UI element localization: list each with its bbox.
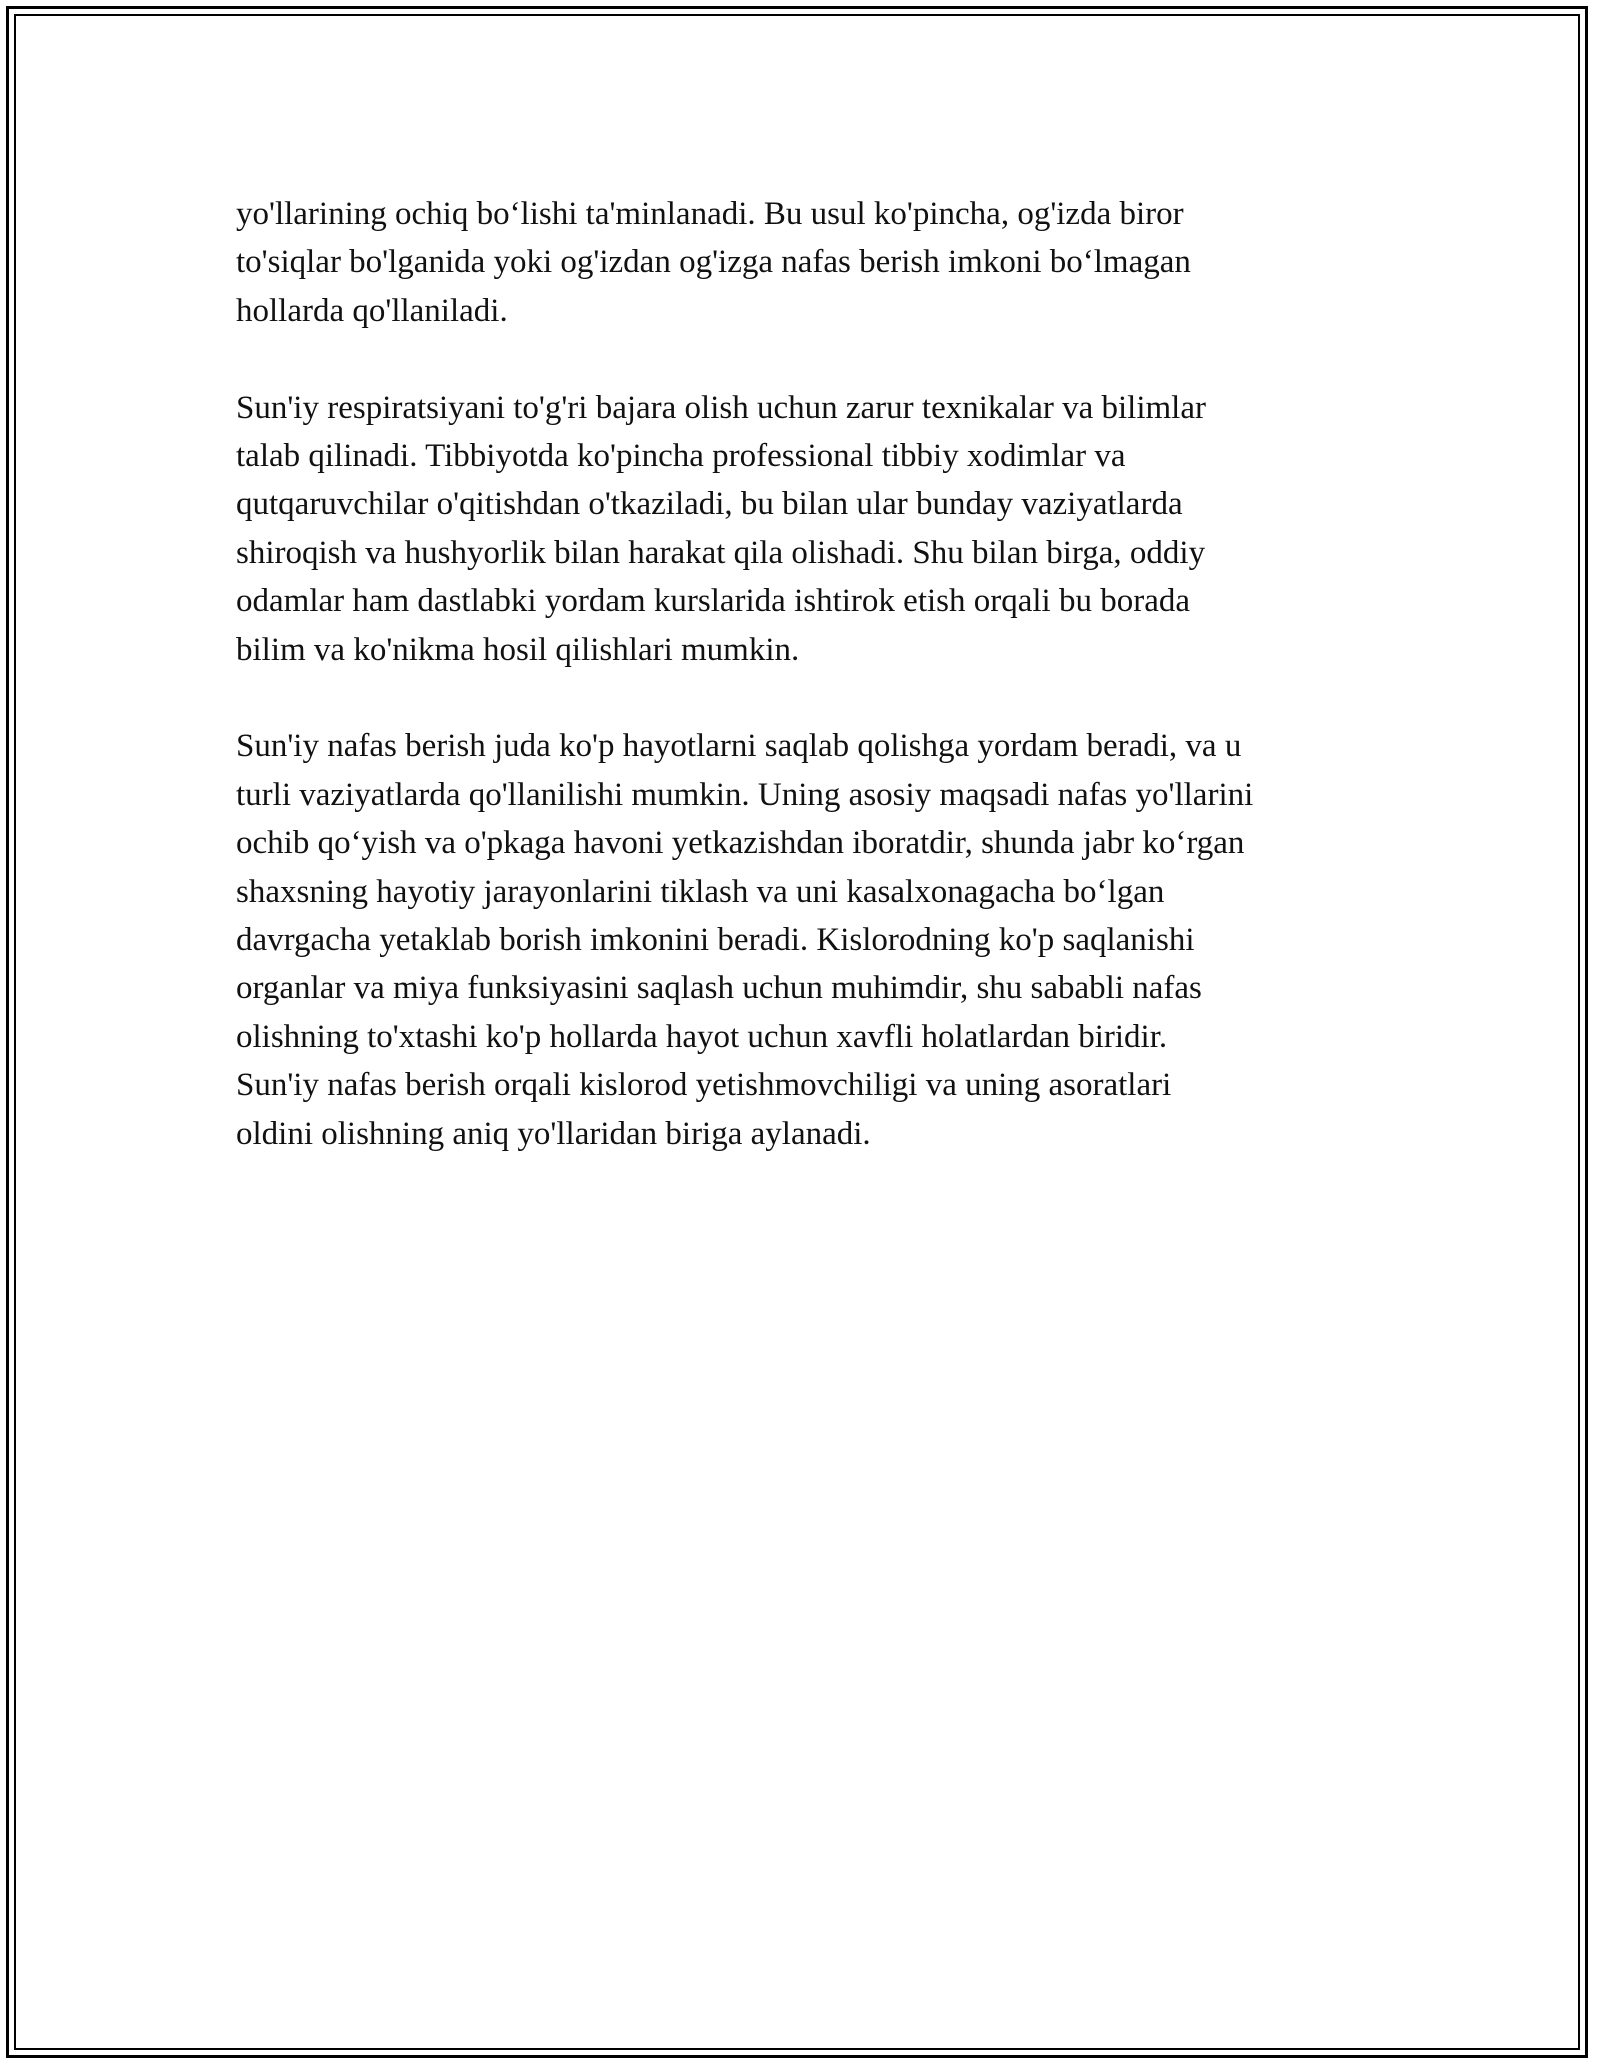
paragraph-line: to'siqlar bo'lganida yoki og'izdan og'izga nafas berish imkoni bo‘lmagan	[236, 244, 1191, 281]
paragraph-1	[236, 190, 1376, 335]
paragraph-line: ochib qo‘yish va o'pkaga havoni yetkazishdan iboratdir, shunda jabr ko‘rgan	[236, 825, 1245, 862]
paragraph-line: turli vaziyatlarda qo'llanilishi mumkin. Uning asosiy maqsadi nafas yo'llarini	[236, 776, 1254, 813]
paragraph-line: bilim va ko'nikma hosil qilishlari mumkin.	[236, 631, 800, 668]
paragraph-line: organlar va miya funksiyasini saqlash uchun muhimdir, shu sababli nafas	[236, 970, 1202, 1007]
paragraph-3	[236, 722, 1376, 1158]
paragraph-gap	[236, 335, 1376, 383]
paragraph-line: Sun'iy respiratsiyani to'g'ri bajara olish uchun zarur texnikalar va bilimlar	[236, 389, 1206, 426]
paragraph-line: talab qilinadi. Tibbiyotda ko'pincha professional tibbiy xodimlar va	[236, 438, 1126, 475]
paragraph-line: olishning to'xtashi ko'p hollarda hayot uchun xavfli holatlardan biridir.	[236, 1018, 1168, 1055]
paragraph-line: shiroqish va hushyorlik bilan harakat qila olishadi. Shu bilan birga, oddiy	[236, 534, 1206, 571]
paragraph-2	[236, 384, 1376, 674]
paragraph-line: yo'llarining ochiq bo‘lishi ta'minlanadi. Bu usul ko'pincha, og'izda biror	[236, 196, 1184, 232]
paragraph-line: hollarda qo'llaniladi.	[236, 292, 508, 329]
paragraph-line: oldini olishning aniq yo'llaridan biriga aylanadi.	[236, 1115, 871, 1152]
paragraph-gap	[236, 674, 1376, 722]
paragraph-line: Sun'iy nafas berish juda ko'p hayotlarni saqlab qolishga yordam beradi, va u	[236, 728, 1242, 765]
paragraph-line: Sun'iy nafas berish orqali kislorod yetishmovchiligi va uning asoratlari	[236, 1067, 1172, 1104]
paragraph-line: qutqaruvchilar o'qitishdan o'tkaziladi, bu bilan ular bunday vaziyatlarda	[236, 486, 1183, 523]
paragraph-line: davrgacha yetaklab borish imkonini beradi. Kislorodning ko'p saqlanishi	[236, 922, 1195, 959]
paragraph-line: odamlar ham dastlabki yordam kurslarida ishtirok etish orqali bu borada	[236, 583, 1191, 620]
document-body	[236, 190, 1376, 1158]
paragraph-line: shaxsning hayotiy jarayonlarini tiklash va uni kasalxonagacha bo‘lgan	[236, 873, 1165, 910]
